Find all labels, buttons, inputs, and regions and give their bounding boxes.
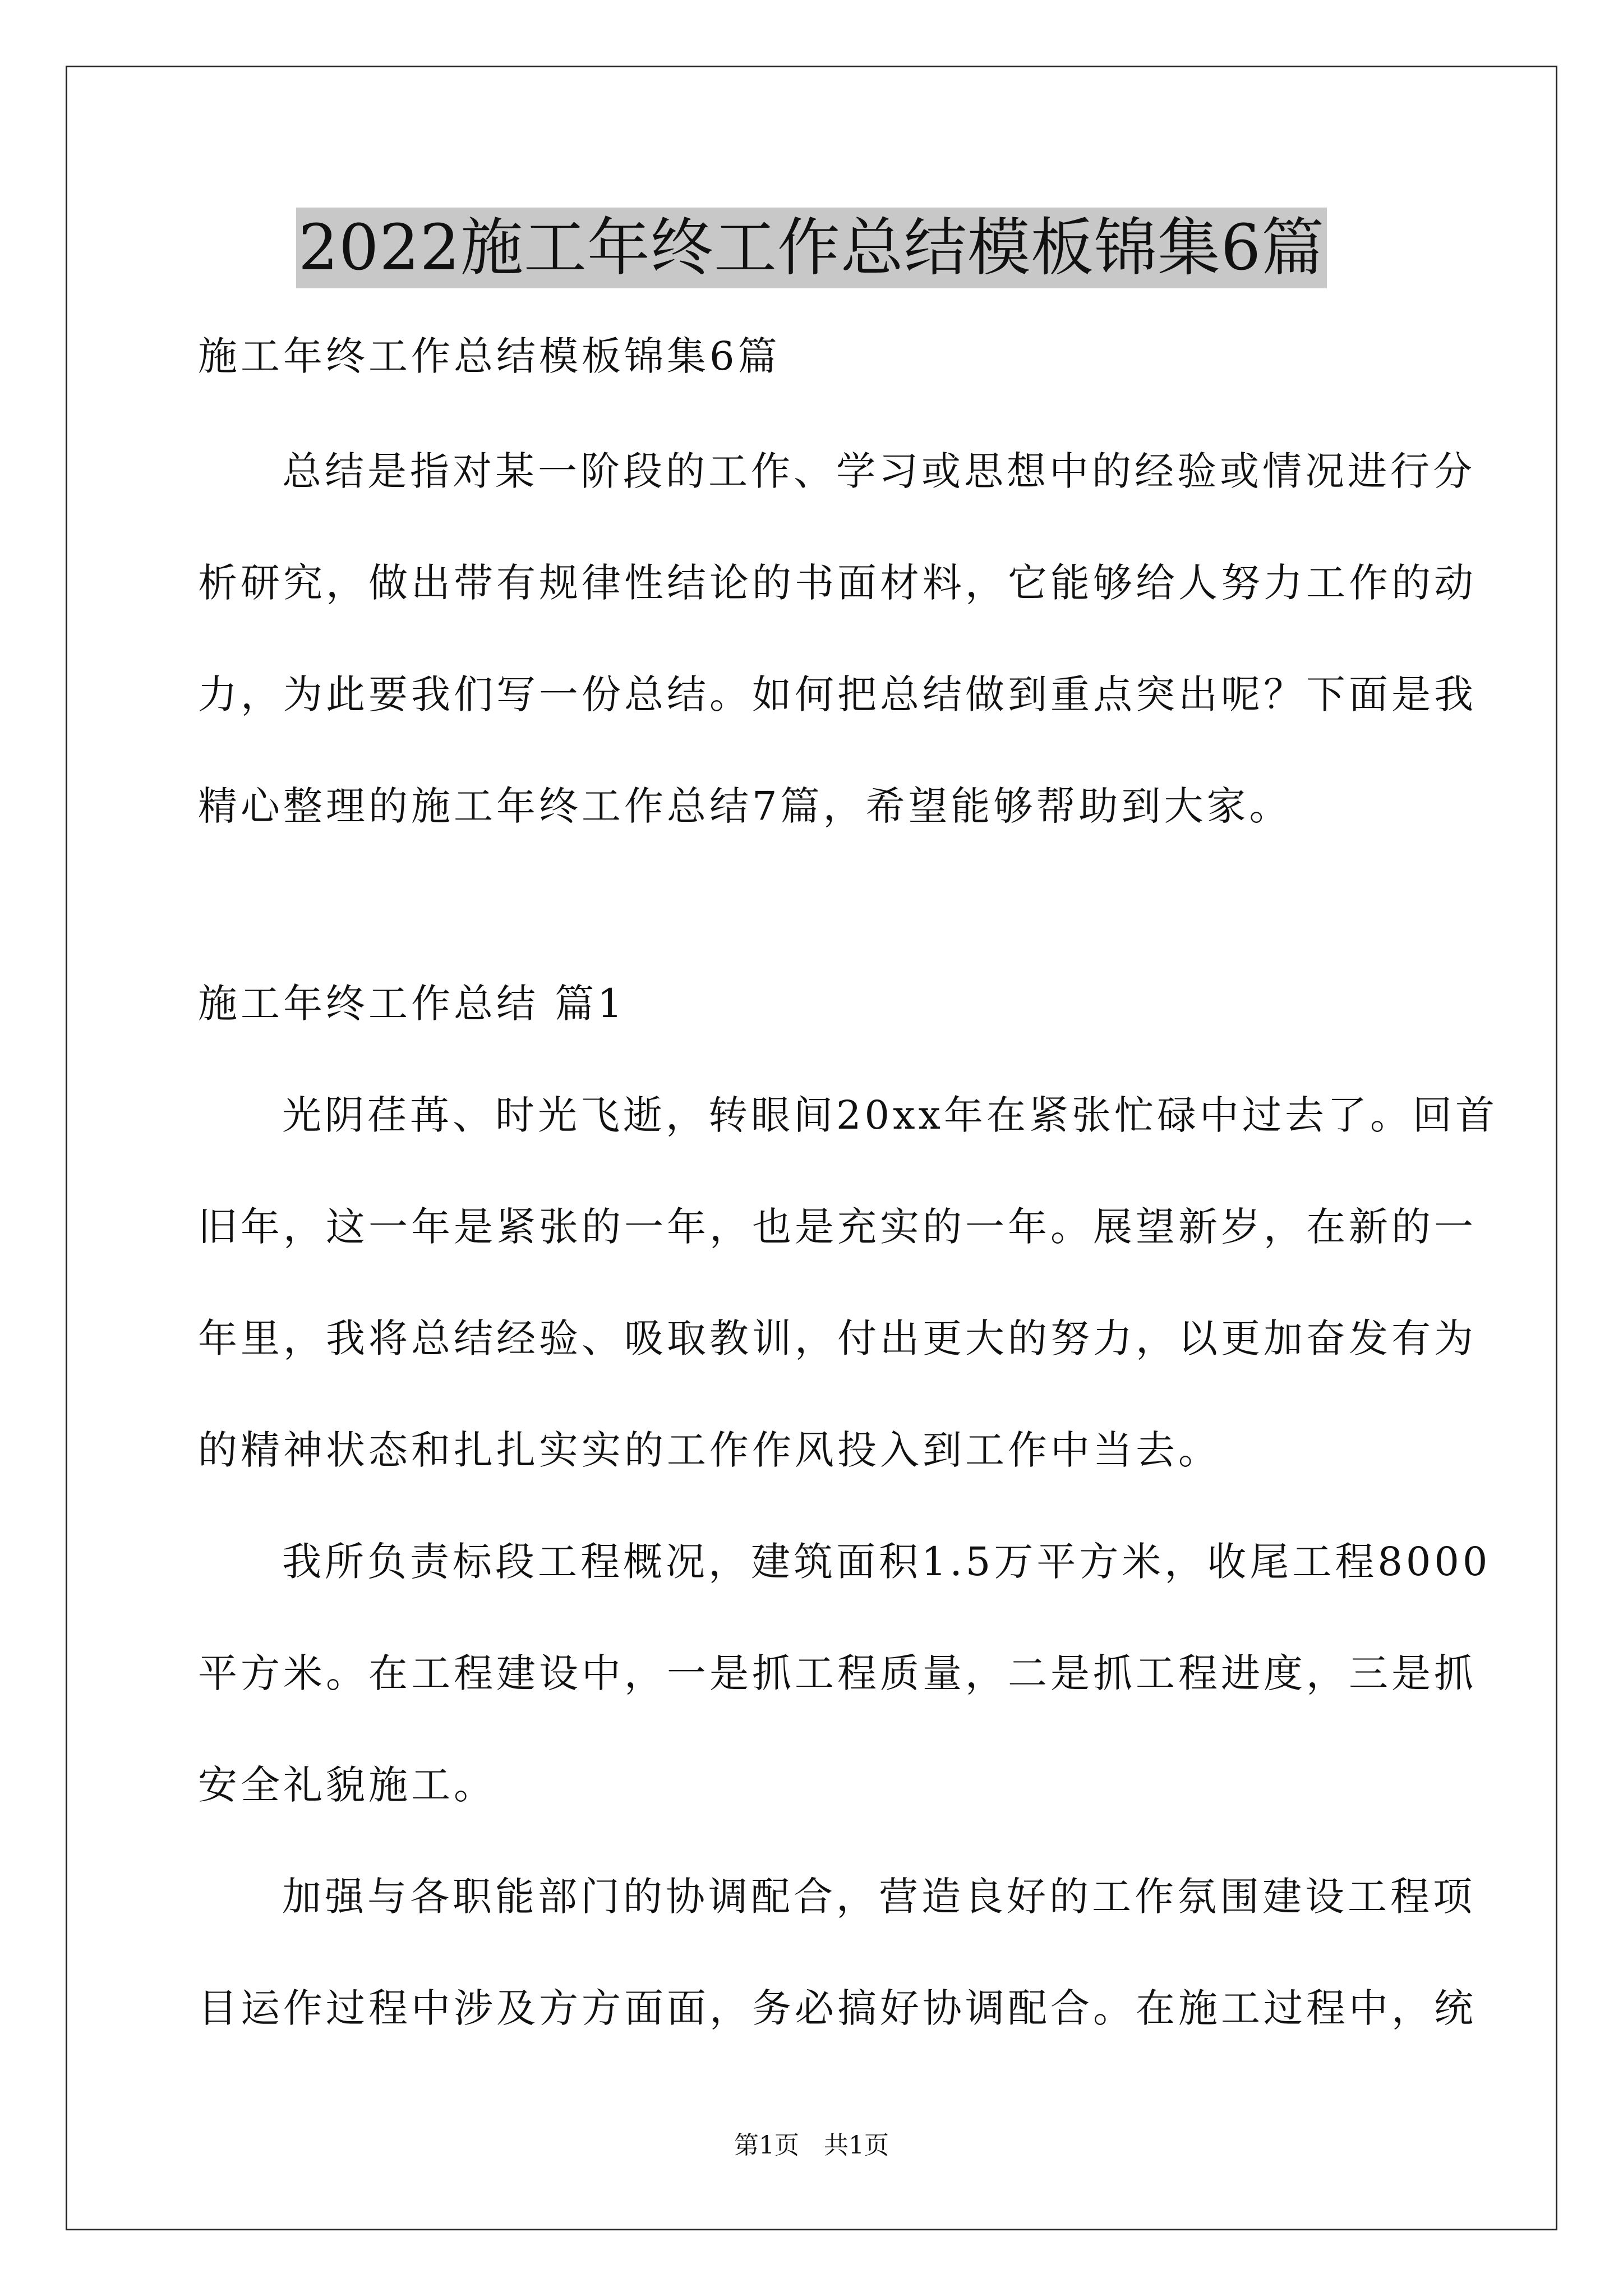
intro-line: 精心整理的施工年终工作总结7篇，希望能够帮助到大家。 <box>198 783 1292 829</box>
intro-line: 析研究，做出带有规律性结论的书面材料，它能够给人努力工作的动 <box>198 560 1477 606</box>
paragraph-3 <box>198 1874 1477 2031</box>
paragraph-line: 我所负责标段工程概况，建筑面积1.5万平方米，收尾工程8000 <box>282 1539 1491 1585</box>
paragraph-line: 平方米。在工程建设中，一是抓工程质量，二是抓工程进度，三是抓 <box>198 1650 1477 1696</box>
paragraph-1 <box>198 1092 1498 1473</box>
paragraph-2 <box>198 1539 1491 1808</box>
paragraph-line: 的精神状态和扎扎实实的工作作风投入到工作中当去。 <box>198 1427 1221 1473</box>
title-area <box>0 208 1623 288</box>
document-title: 2022施工年终工作总结模板锦集6篇 <box>296 208 1327 288</box>
paragraph-line: 光阴荏苒、时光飞逝，转眼间20xx年在紧张忙碌中过去了。回首 <box>282 1092 1498 1138</box>
section-heading: 施工年终工作总结 篇1 <box>198 981 626 1027</box>
intro-line: 力，为此要我们写一份总结。如何把总结做到重点突出呢？下面是我 <box>198 671 1477 717</box>
intro-line: 总结是指对某一阶段的工作、学习或思想中的经验或情况进行分 <box>282 448 1476 494</box>
page-footer: 第1页 共1页 <box>734 2131 889 2160</box>
paragraph-line: 年里，我将总结经验、吸取教训，付出更大的努力，以更加奋发有为 <box>198 1315 1477 1361</box>
paragraph-line: 安全礼貌施工。 <box>198 1762 496 1808</box>
paragraph-line: 目运作过程中涉及方方面面，务必搞好协调配合。在施工过程中，统 <box>198 1985 1477 2031</box>
document-body <box>198 333 1498 2097</box>
intro-paragraph <box>198 448 1477 829</box>
document-subtitle: 施工年终工作总结模板锦集6篇 <box>198 333 781 379</box>
paragraph-line: 旧年，这一年是紧张的一年，也是充实的一年。展望新岁，在新的一 <box>198 1204 1477 1250</box>
paragraph-line: 加强与各职能部门的协调配合，营造良好的工作氛围建设工程项 <box>282 1874 1476 1920</box>
